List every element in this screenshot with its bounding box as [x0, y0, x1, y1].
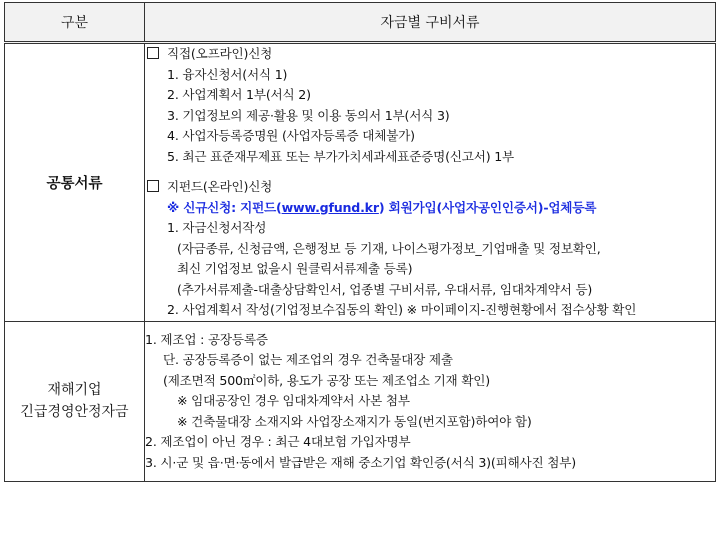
disaster-item-1-note-1: ※ 임대공장인 경우 임대차계약서 사본 첨부: [177, 393, 410, 408]
category-disaster: [5, 321, 145, 482]
disaster-item-3: 3. 시·군 및 읍·면·동에서 발급받은 재해 중소기업 확인증(서식 3)(피해사진 첨부): [145, 454, 576, 470]
disaster-item-1-note-2: ※ 건축물대장 소재지와 사업장소재지가 동일(번지포함)하여야 함): [177, 413, 532, 429]
gfund-link[interactable]: www.gfund.kr: [281, 199, 379, 215]
offline-title: 직접(오프라인)신청: [167, 46, 273, 61]
online-item-1-detail-3: (추가서류제출-대출상담확인서, 업종별 구비서류, 우대서류, 임대차계약서 등): [177, 281, 593, 297]
offline-item-4: 4. 사업자등록증명원 (사업자등록증 대체불가): [167, 128, 415, 143]
offline-item-5: 5. 최근 표준재무제표 또는 부가가치세과세표준증명(신고서) 1부: [167, 148, 515, 164]
online-item-2: 2. 사업계획서 작성(기업정보수집동의 확인) ※ 마이페이지-진행현황에서 접수상황 확인: [167, 302, 637, 317]
notice-prefix: ※ 신규신청: 지펀드(: [167, 199, 282, 215]
disaster-item-2: 2. 제조업이 아닌 경우 : 최근 4대보험 가입자명부: [145, 434, 411, 449]
online-notice: [145, 198, 715, 219]
category-common: 공통서류: [5, 43, 145, 322]
table-row-disaster: [5, 321, 716, 482]
offline-item-1: 1. 융자신청서(서식 1): [167, 66, 288, 82]
offline-section-title: [145, 44, 715, 65]
checkbox-square-icon: [147, 47, 159, 59]
offline-item-3: 3. 기업정보의 제공·활용 및 이용 동의서 1부(서식 3): [167, 107, 450, 123]
disaster-item-1: 1. 제조업 : 공장등록증: [145, 331, 268, 347]
online-title: 지펀드(온라인)신청: [167, 179, 273, 194]
table-header-row: [5, 3, 716, 43]
online-item-1-detail-2: 최신 기업정보 없을시 원클릭서류제출 등록): [177, 261, 413, 276]
table-row-common: [5, 43, 716, 322]
disaster-item-1-sub-1: 단. 공장등록증이 없는 제조업의 경우 건축물대장 제출: [163, 352, 453, 367]
offline-item-2: 2. 사업계획서 1부(서식 2): [167, 87, 311, 102]
online-item-1-detail-1: (자금종류, 신청금액, 은행정보 등 기재, 나이스평가정보_기업매출 및 정보확인,: [177, 240, 601, 256]
header-category: 구분: [5, 3, 145, 43]
checkbox-square-icon: [147, 180, 159, 192]
online-item-1: 1. 자금신청서작성: [167, 220, 267, 235]
notice-suffix: ) 회원가입(사업자공인인증서)-업체등록: [378, 199, 597, 215]
disaster-documents-cell: [145, 321, 716, 482]
documents-table: [4, 2, 716, 482]
disaster-item-1-sub-2: (제조면적 500㎡이하, 용도가 공장 또는 제조업소 기재 확인): [163, 372, 490, 388]
common-documents-cell: [145, 43, 716, 322]
category-disaster-line1: 재해기업: [47, 382, 102, 399]
header-documents: 자금별 구비서류: [145, 3, 716, 43]
category-disaster-line2: 긴급경영안정자금: [20, 404, 129, 421]
online-section-title: [145, 177, 715, 198]
